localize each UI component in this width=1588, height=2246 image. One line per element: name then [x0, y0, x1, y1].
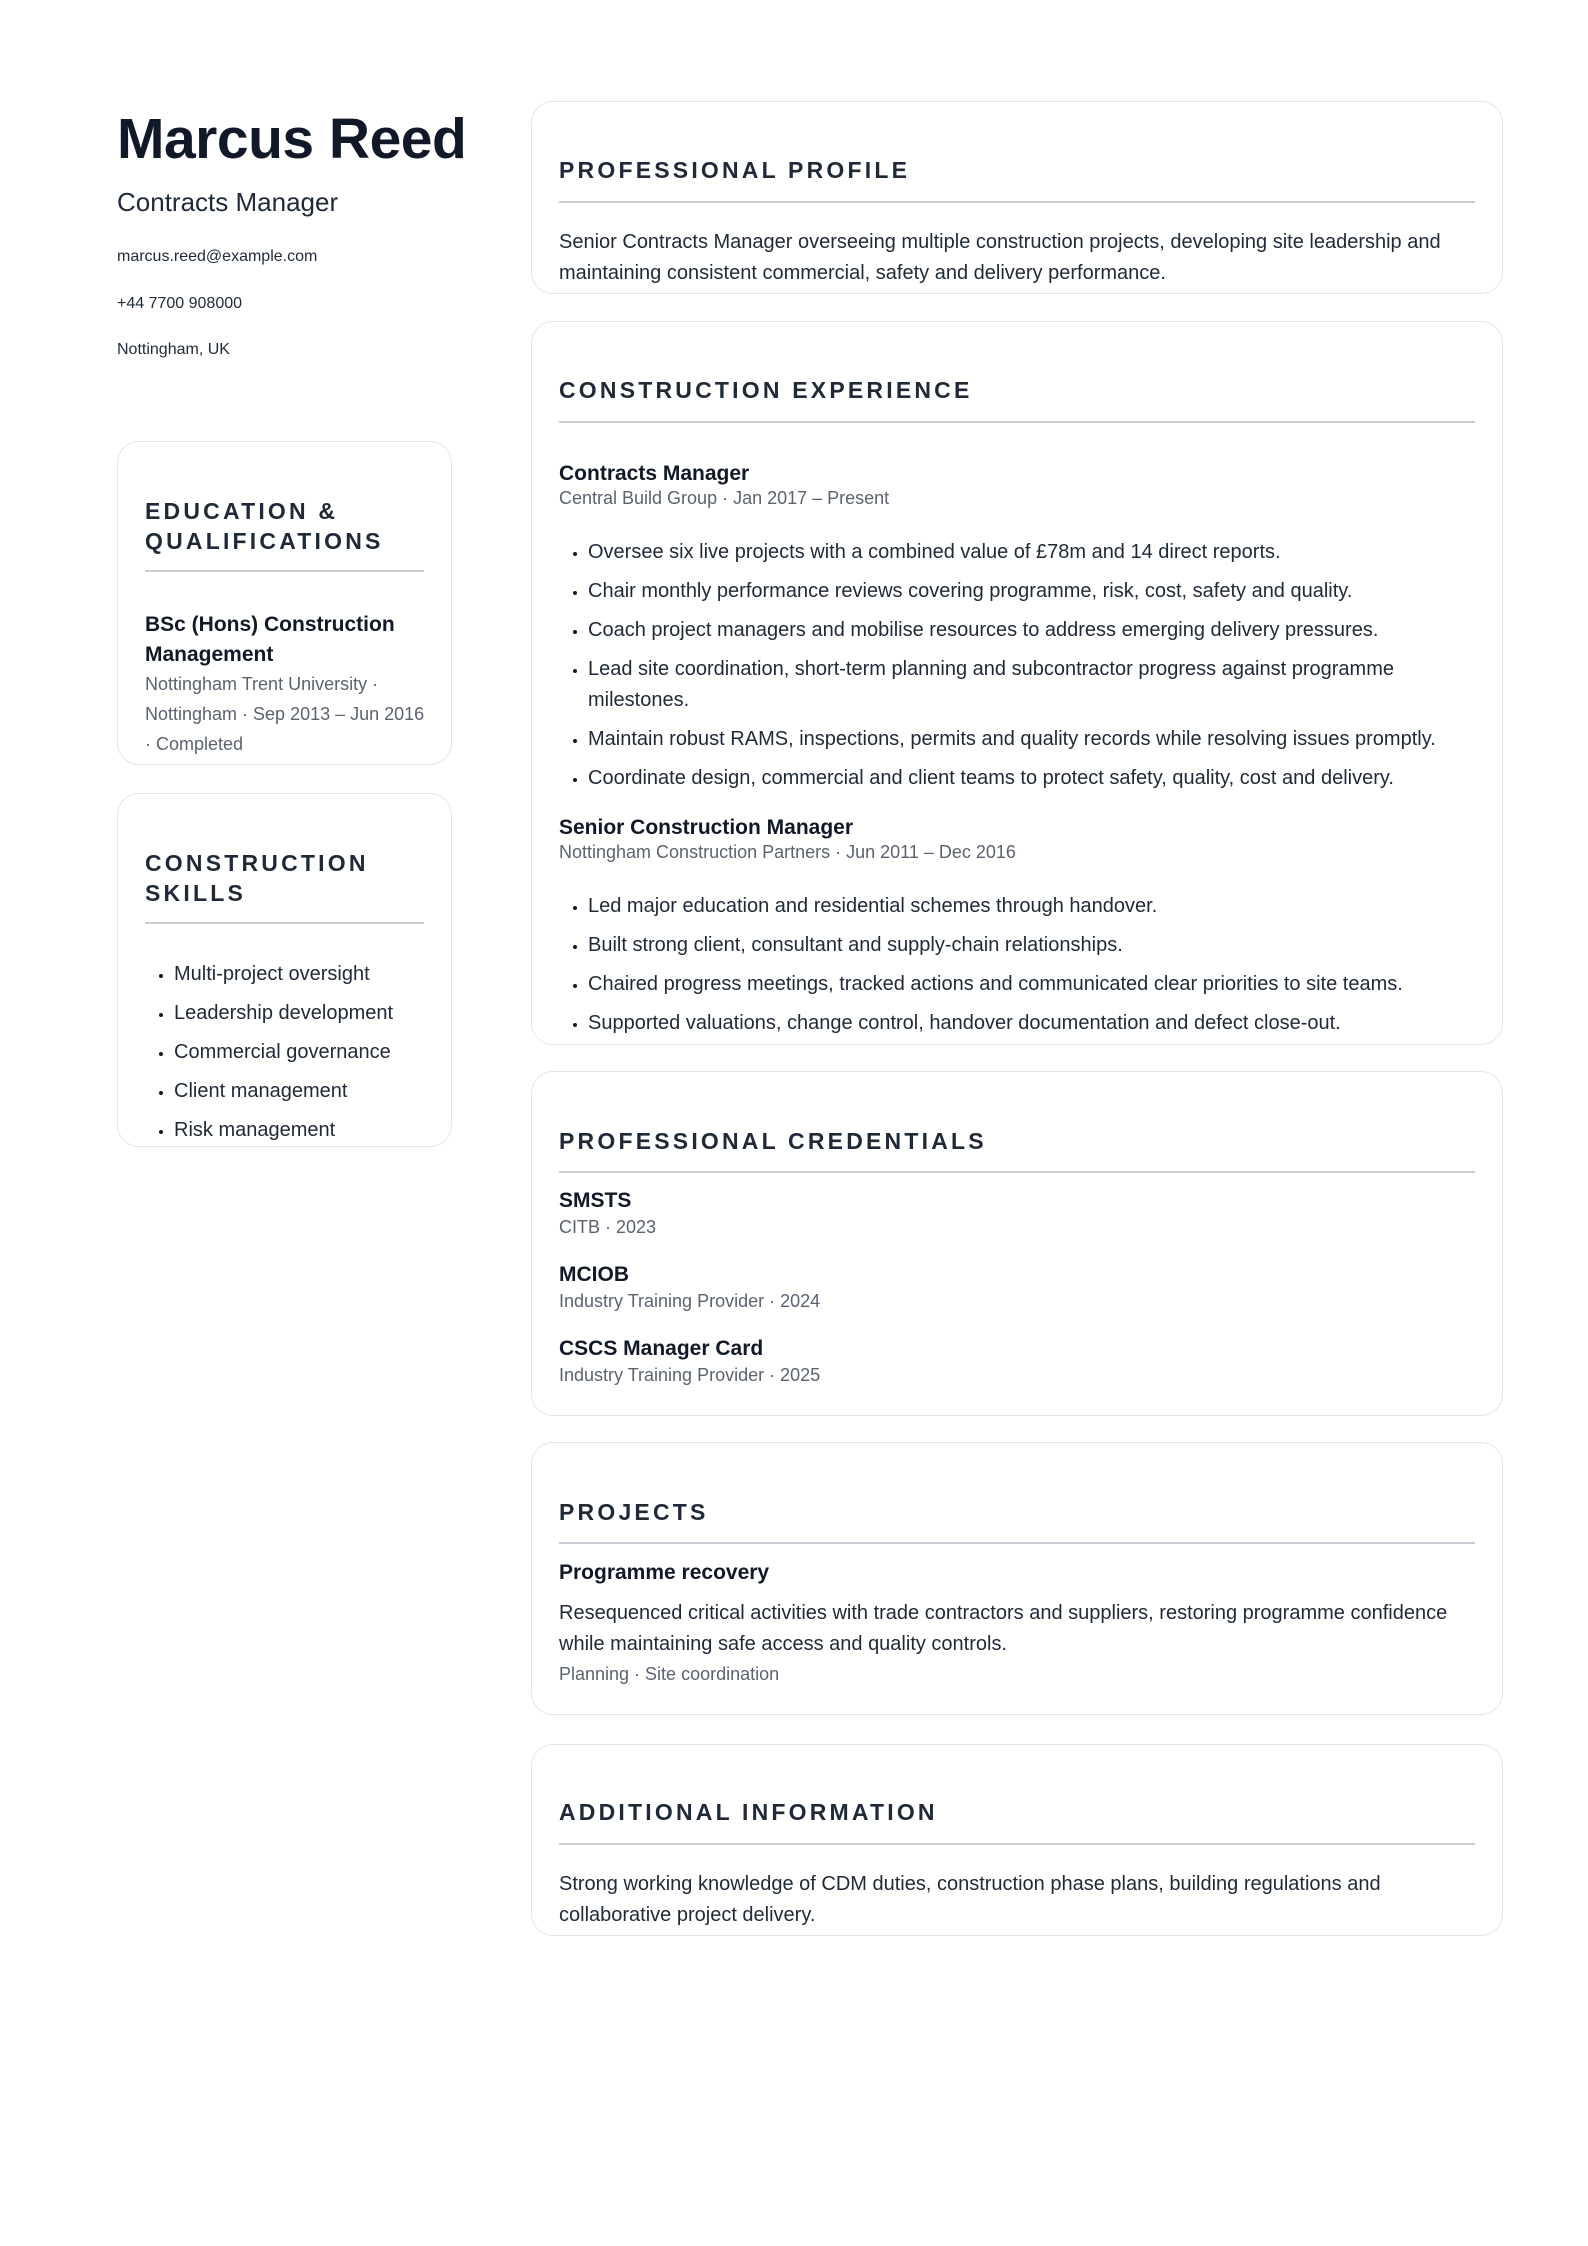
credential-name: CSCS Manager Card — [559, 1337, 764, 1360]
education-heading — [145, 496, 384, 556]
list-item: • Commercial governance — [174, 1037, 452, 1068]
contact-phone[interactable]: +44 7700 908000 — [117, 295, 243, 312]
profile-heading: PROFESSIONAL PROFILE — [559, 157, 911, 183]
list-item: • Risk management — [174, 1115, 452, 1146]
credential-name: MCIOB — [559, 1263, 629, 1286]
profile-line2: maintaining consistent commercial, safety and delivery performance. — [559, 262, 1166, 284]
contact-location: Nottingham, UK — [117, 341, 230, 358]
candidate-name: Marcus Reed — [117, 107, 467, 171]
project-description — [559, 1598, 1447, 1660]
additional-line1: Strong working knowledge of CDM duties, construction phase plans, building regulations and — [559, 1873, 1381, 1895]
project-name: Programme recovery — [559, 1561, 770, 1584]
section-divider — [559, 1542, 1475, 1544]
credential-meta: Industry Training Provider · 2025 — [559, 1365, 821, 1385]
list-item: • Built strong client, consultant and supply-chain relationships. — [588, 930, 1488, 961]
list-item: • Client management — [174, 1076, 452, 1107]
degree-line2: Management — [145, 643, 274, 666]
education-card — [117, 441, 452, 765]
education-heading-line1: EDUCATION & — [145, 498, 339, 524]
list-item: • Coordinate design, commercial and client teams to protect safety, quality, cost and delivery. — [588, 763, 1488, 794]
list-item: • Coach project managers and mobilise resources to address emerging delivery pressures. — [588, 615, 1488, 646]
list-item: • Chair monthly performance reviews covering programme, risk, cost, safety and quality. — [588, 576, 1488, 607]
credentials-card — [531, 1071, 1503, 1416]
list-item: • Leadership development — [174, 998, 452, 1029]
additional-text — [559, 1869, 1381, 1931]
credential-meta: CITB · 2023 — [559, 1217, 657, 1237]
skills-card — [117, 793, 452, 1147]
degree-title — [145, 610, 395, 670]
credential-name: SMSTS — [559, 1189, 632, 1212]
list-item: • Multi-project oversight — [174, 959, 452, 990]
credential-meta: Industry Training Provider · 2024 — [559, 1291, 821, 1311]
list-item: • Lead site coordination, short-term planning and subcontractor progress against programme milestones. — [588, 654, 1488, 716]
job-meta: Central Build Group · Jan 2017 – Present — [559, 488, 890, 508]
candidate-role: Contracts Manager — [117, 187, 339, 217]
contact-email[interactable]: marcus.reed@example.com — [117, 248, 318, 265]
experience-card — [531, 321, 1503, 1045]
section-divider — [559, 1171, 1475, 1173]
job-bullets — [559, 891, 1488, 1039]
section-divider — [145, 922, 424, 924]
skills-heading-line2: SKILLS — [145, 880, 246, 906]
list-item: • Oversee six live projects with a combined value of £78m and 14 direct reports. — [588, 537, 1488, 568]
list-item: • Chaired progress meetings, tracked actions and communicated clear priorities to site teams. — [588, 969, 1488, 1000]
degree-line1: BSc (Hons) Construction — [145, 613, 395, 636]
projects-card — [531, 1442, 1503, 1715]
job-title: Contracts Manager — [559, 462, 750, 485]
section-divider — [145, 570, 424, 572]
credentials-heading: PROFESSIONAL CREDENTIALS — [559, 1128, 987, 1154]
section-divider — [559, 421, 1475, 423]
degree-detail-line2: Nottingham · Sep 2013 – Jun 2016 — [145, 704, 425, 724]
job-title: Senior Construction Manager — [559, 816, 854, 839]
profile-line1: Senior Contracts Manager overseeing multiple construction projects, developing site leadership and — [559, 231, 1441, 253]
skills-heading — [145, 848, 369, 908]
profile-card — [531, 101, 1503, 294]
project-tags: Planning · Site coordination — [559, 1664, 780, 1684]
education-heading-line2: QUALIFICATIONS — [145, 528, 384, 554]
skills-heading-line1: CONSTRUCTION — [145, 850, 369, 876]
degree-details — [145, 669, 424, 759]
section-divider — [559, 201, 1475, 203]
experience-heading: CONSTRUCTION EXPERIENCE — [559, 377, 973, 403]
skills-list — [145, 959, 452, 1146]
projects-heading: PROJECTS — [559, 1499, 709, 1525]
additional-card — [531, 1744, 1503, 1936]
job-bullets — [559, 537, 1488, 794]
list-item: • Maintain robust RAMS, inspections, permits and quality records while resolving issues promptly. — [588, 724, 1488, 755]
project-line1: Resequenced critical activities with trade contractors and suppliers, restoring programme confidence — [559, 1602, 1448, 1624]
section-divider — [559, 1843, 1475, 1845]
additional-heading: ADDITIONAL INFORMATION — [559, 1799, 938, 1825]
profile-summary — [559, 227, 1441, 289]
list-item: • Supported valuations, change control, handover documentation and defect close-out. — [588, 1008, 1488, 1039]
project-line2: while maintaining safe access and quality controls. — [559, 1633, 1008, 1655]
degree-detail-line3: · Completed — [145, 734, 244, 754]
additional-line2: collaborative project delivery. — [559, 1904, 816, 1926]
list-item: • Led major education and residential schemes through handover. — [588, 891, 1488, 922]
degree-detail-line1: Nottingham Trent University · — [145, 674, 379, 694]
job-meta: Nottingham Construction Partners · Jun 2011 – Dec 2016 — [559, 842, 1016, 862]
